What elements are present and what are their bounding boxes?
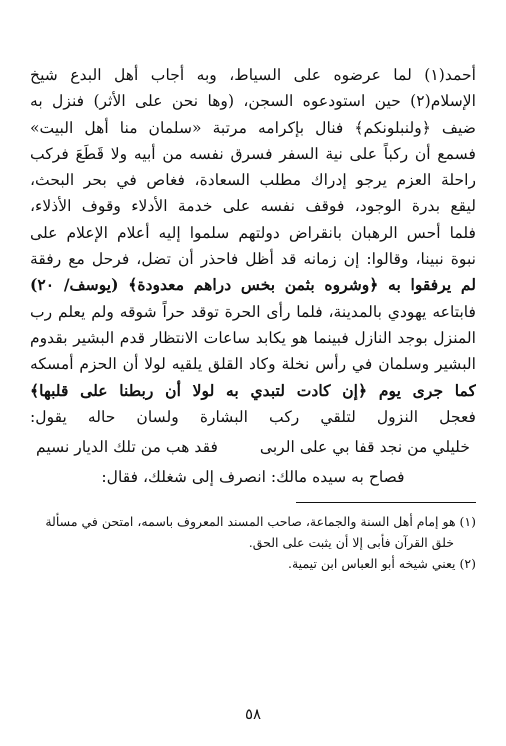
footnotes <box>30 511 476 574</box>
text-line: الإسلام(٢) حين استودعوه السجن، (وها نحن على الأثر) فنزل به <box>30 92 476 111</box>
text-line: فسمع أن ركباً على نية السفر فسرق نفسه من أبيه ولا قَطَعَ فركب <box>30 144 476 163</box>
footnote-1: (١) هو إمام أهل السنة والجماعة، صاحب المسند المعروف باسمه، امتحن في مسألة <box>45 514 476 530</box>
closing-line: فصاح به سيده مالك: انصرف إلى شغلك، فقال: <box>101 468 405 487</box>
text-line: البشير وسلمان في رأس نخلة وكاد القلق يلقيه لولا أن الحزم أمسكه <box>30 355 476 374</box>
quran-quote-line: لم يرفقوا به ﴿وشروه بثمن بخس دراهم معدودة﴾ (يوسف/ ٢٠) <box>30 275 476 295</box>
footnote-2: (٢) يعني شيخه أبو العباس ابن تيمية. <box>288 556 476 572</box>
main-text <box>30 62 476 430</box>
text-line: فابتاعه يهودي بالمدينة، فلما رأى الحرة توقد حراً شوقه ولم يعلم رب <box>30 302 476 321</box>
text-line: أحمد(١) لما عرضوه على السياط، وبه أجاب أهل البدع شيخ <box>30 66 476 84</box>
poetry-verse <box>30 434 476 460</box>
verse-first-hemistich: خليلي من نجد قفا بي على الربى <box>259 438 470 457</box>
text-line: فعجل النزول لتلقي ركب البشارة ولسان حاله يقول: <box>30 407 476 426</box>
verse-second-hemistich: فقد هب من تلك الديار نسيم <box>36 438 218 457</box>
text-line: نبوة نبينا، وقالوا: إن زمانه قد أظل فاحذر أن تضل، فرحل مع رفقة <box>30 250 476 269</box>
text-line: فلما أحس الرهبان بانقراض دولتهم سلموا إليه أعلام الإعلام على <box>30 223 476 242</box>
text-line: راحلة العزم يرجو إدراك مطلب السعادة، فغاص في بحر البحث، <box>30 171 476 190</box>
footnote-divider <box>296 502 476 503</box>
text-line: ضيف ﴿ولنبلونكم﴾ فنال بإكرامه مرتبة «سلمان منا أهل البيت» <box>30 118 476 137</box>
text-line: المنزل بوجد النازل فبينما هو يكابد ساعات الانتظار قدم البشير بقدوم <box>30 328 476 347</box>
text-line: ليقع بدرة الوجود، فوقف نفسه على خدمة الأدلاء وقوف الأذلاء، <box>30 197 476 216</box>
quran-quote-line: كما جرى يوم ﴿إن كادت لتبدي به لولا أن ربطنا على قلبها﴾ <box>30 380 476 400</box>
page-number: ٥٨ <box>244 705 262 723</box>
footnote-1-continued: خلق القرآن فأبى إلا أن يثبت على الحق. <box>248 535 454 551</box>
